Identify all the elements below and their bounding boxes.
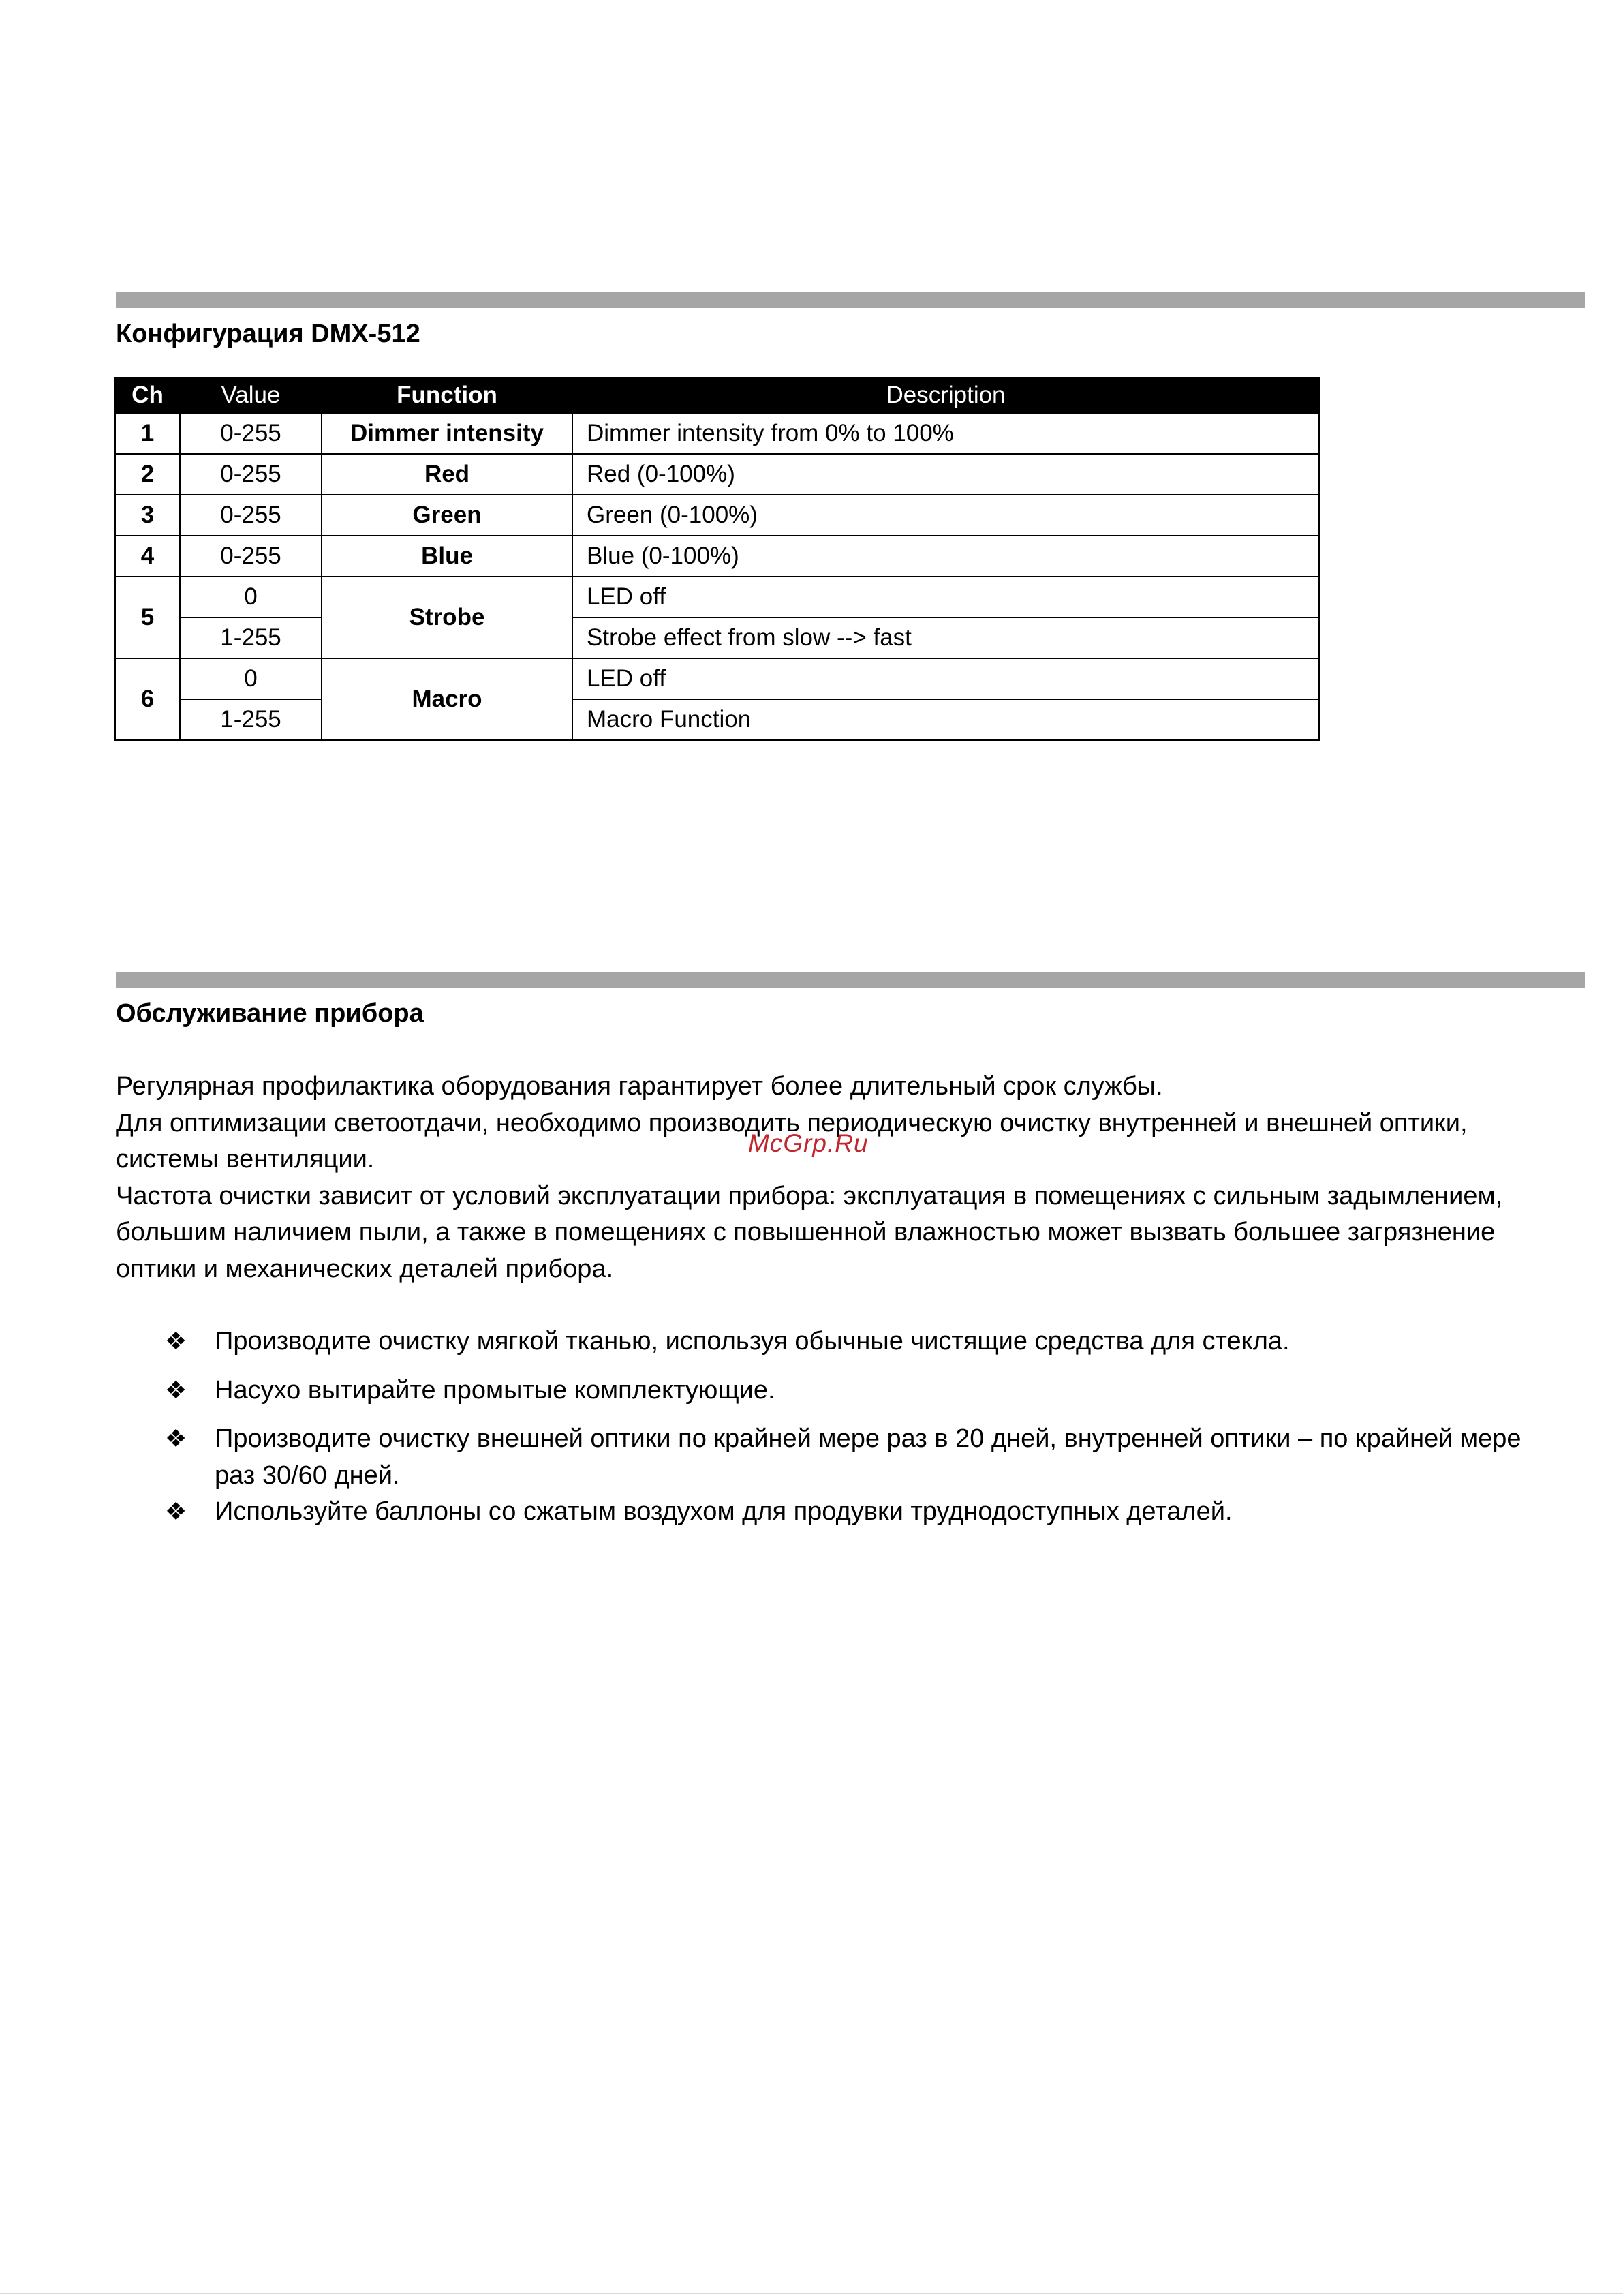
list-item-text: Насухо вытирайте промытые комплектующие. xyxy=(215,1375,775,1405)
cell-function: Strobe xyxy=(322,577,572,658)
cell-ch: 4 xyxy=(115,536,180,577)
table-row xyxy=(115,454,1319,495)
cell-value: 0-255 xyxy=(180,495,322,536)
list-item-text: Используйте баллоны со сжатым воздухом для продувки труднодоступных деталей. xyxy=(215,1497,1233,1526)
section-title-maintenance: Обслуживание прибора xyxy=(116,999,424,1028)
cell-ch: 2 xyxy=(115,454,180,495)
paragraph: Частота очистки зависит от условий эксплуатации прибора: эксплуатация в помещениях с сильным задымлением, большим наличием пыли, а также в помещениях с повышенной влажностью может вызвать большее загрязнение оптики и механических деталей прибора. xyxy=(116,1181,1503,1283)
table-row xyxy=(115,617,1319,658)
cell-description: LED off xyxy=(572,577,1319,617)
cell-ch: 3 xyxy=(115,495,180,536)
cell-function: Macro xyxy=(322,658,572,740)
header-ch: Ch xyxy=(115,378,180,413)
cell-description: LED off xyxy=(572,658,1319,699)
paragraph: Регулярная профилактика оборудования гарантирует более длительный срок службы. xyxy=(116,1072,1163,1101)
cell-value: 0-255 xyxy=(180,413,322,454)
cell-value: 0-255 xyxy=(180,536,322,577)
cell-ch: 1 xyxy=(115,413,180,454)
cell-description: Dimmer intensity from 0% to 100% xyxy=(572,413,1319,454)
cell-value: 1-255 xyxy=(180,617,322,658)
cell-value: 0 xyxy=(180,658,322,699)
table-header-row xyxy=(115,378,1319,413)
cell-value: 0 xyxy=(180,577,322,617)
cell-ch: 6 xyxy=(115,658,180,740)
cell-value: 0-255 xyxy=(180,454,322,495)
section-divider-top xyxy=(116,292,1585,308)
list-item xyxy=(116,1373,1547,1409)
section-divider-maintenance xyxy=(116,972,1585,988)
page-bottom-edge xyxy=(0,2293,1623,2294)
cell-description: Blue (0-100%) xyxy=(572,536,1319,577)
section-title-dmx: Конфигурация DMX-512 xyxy=(116,320,420,348)
diamond-bullet-icon: ❖ xyxy=(165,1328,187,1356)
header-function: Function xyxy=(322,378,572,413)
header-value: Value xyxy=(180,378,322,413)
table-row xyxy=(115,413,1319,454)
cell-function: Green xyxy=(322,495,572,536)
cell-ch: 5 xyxy=(115,577,180,658)
dmx-config-table xyxy=(114,377,1320,741)
cell-function: Red xyxy=(322,454,572,495)
list-item xyxy=(116,1494,1547,1531)
cell-description: Strobe effect from slow --> fast xyxy=(572,617,1319,658)
cell-function: Blue xyxy=(322,536,572,577)
cell-description: Green (0-100%) xyxy=(572,495,1319,536)
list-item xyxy=(116,1421,1547,1494)
watermark-logo: McGrp.Ru xyxy=(748,1129,869,1157)
cell-description: Red (0-100%) xyxy=(572,454,1319,495)
cell-description: Macro Function xyxy=(572,699,1319,740)
cell-value: 1-255 xyxy=(180,699,322,740)
list-item-text: Производите очистку мягкой тканью, используя обычные чистящие средства для стекла. xyxy=(215,1327,1290,1356)
list-item xyxy=(116,1323,1547,1360)
list-item-text: Производите очистку внешней оптики по крайней мере раз в 20 дней, внутренней оптики – по крайней мере раз 30/60 дней. xyxy=(215,1424,1521,1490)
maintenance-bullet-list xyxy=(116,1323,1547,1543)
maintenance-body xyxy=(116,1069,1547,1287)
paragraph: Для оптимизации светоотдачи, необходимо производить периодическую очистку внутренней и внешней оптики, системы вентиляции. xyxy=(116,1108,1468,1174)
table-row xyxy=(115,495,1319,536)
cell-function: Dimmer intensity xyxy=(322,413,572,454)
table-row xyxy=(115,577,1319,617)
diamond-bullet-icon: ❖ xyxy=(165,1498,187,1526)
table-row xyxy=(115,699,1319,740)
table-row xyxy=(115,658,1319,699)
header-description: Description xyxy=(572,378,1319,413)
diamond-bullet-icon: ❖ xyxy=(165,1425,187,1453)
table-row xyxy=(115,536,1319,577)
diamond-bullet-icon: ❖ xyxy=(165,1376,187,1405)
